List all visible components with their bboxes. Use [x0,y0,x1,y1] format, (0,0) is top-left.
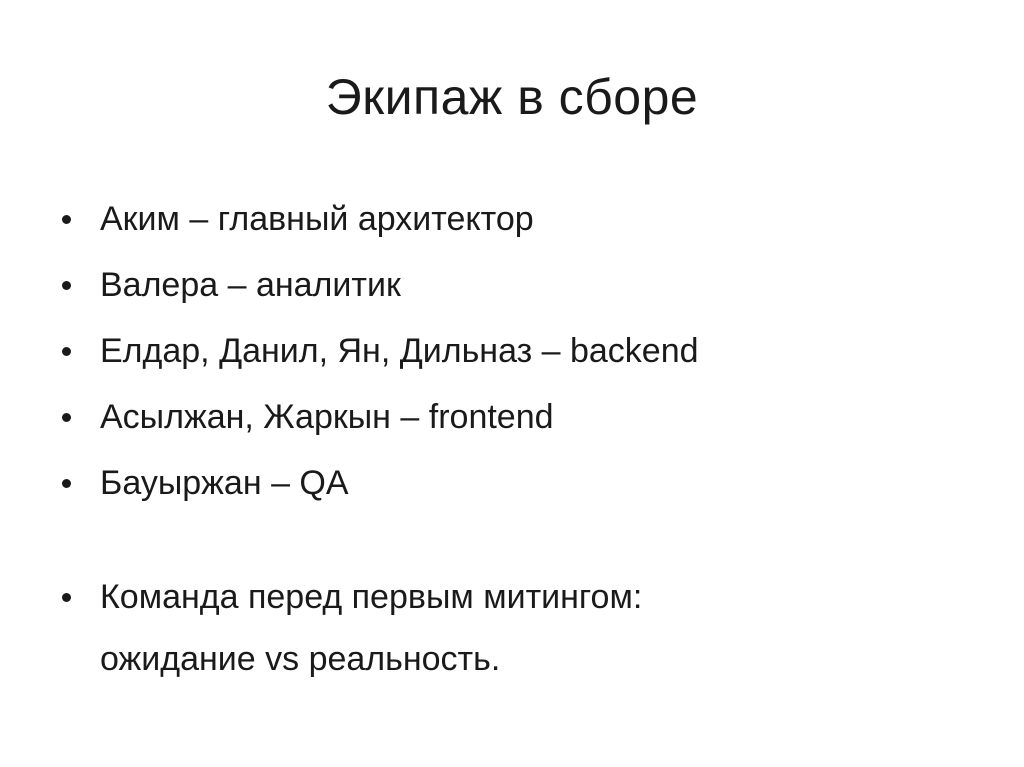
bullet-dot-icon [62,479,71,488]
bullet-text: Команда перед первым митингом: ожидание vs реальность. [100,578,643,678]
bullet-dot-icon [62,281,71,290]
bullet-dot-icon [62,215,71,224]
bullet-text: Валера – аналитик [100,266,401,304]
bullet-item [62,188,962,250]
bullet-item [62,386,962,448]
bullet-text: Бауыржан – QA [100,464,349,502]
bullet-item [62,254,962,316]
bullet-text: Елдар, Данил, Ян, Дильназ – backend [100,332,699,370]
bullet-dot-icon [62,593,71,602]
bullet-list [62,188,962,714]
bullet-item [62,320,962,382]
bullet-text: Аким – главный архитектор [100,200,534,238]
slide-title: Экипаж в сборе [325,69,699,125]
bullet-item [62,452,962,514]
bullet-item [62,566,962,690]
bullet-dot-icon [62,347,71,356]
bullet-text: Асылжан, Жаркын – frontend [100,398,554,436]
bullet-dot-icon [62,413,71,422]
